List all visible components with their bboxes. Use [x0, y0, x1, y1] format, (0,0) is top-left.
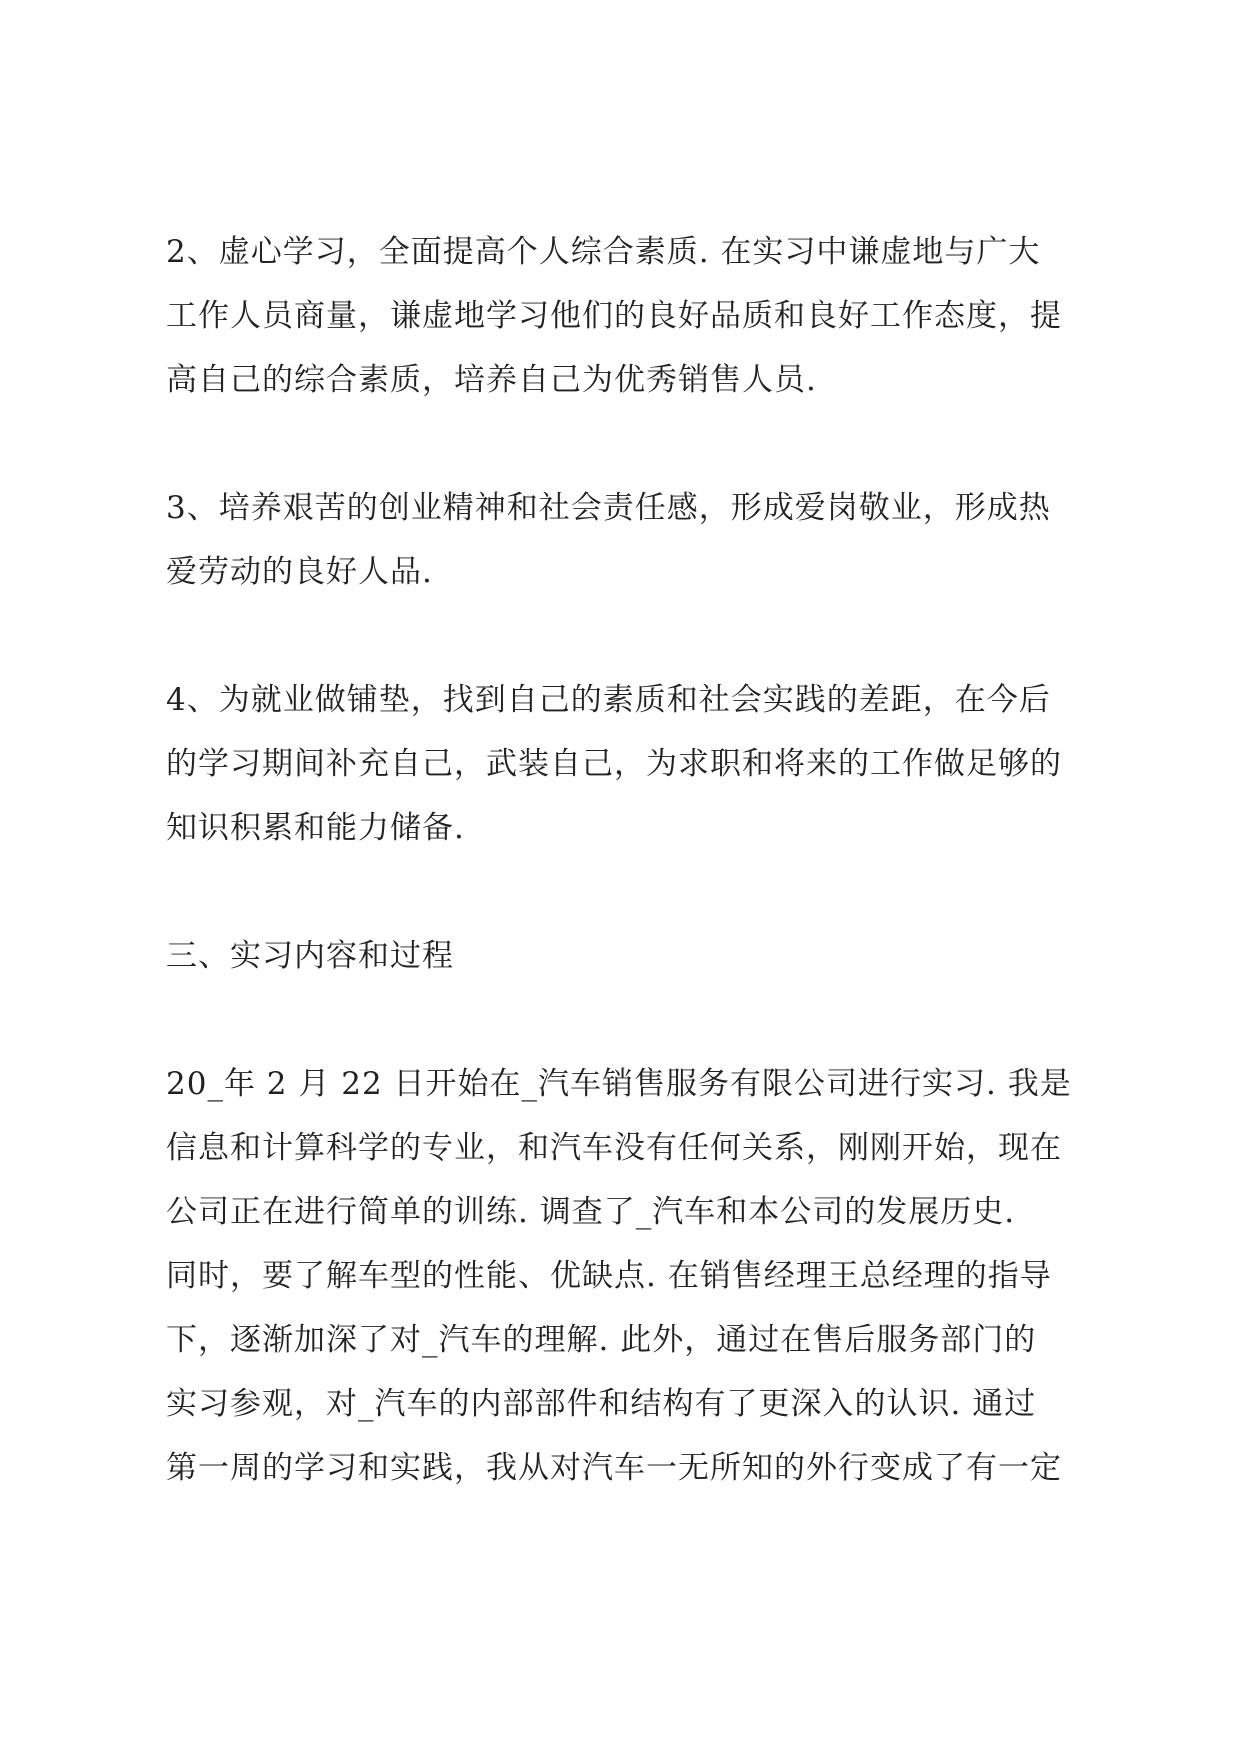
- text-line: 2、虚心学习，全面提高个人综合素质. 在实习中谦虚地与广大: [166, 234, 1041, 270]
- text-line: 高自己的综合素质，培养自己为优秀销售人员.: [166, 362, 817, 398]
- text-line: 工作人员商量，谦虚地学习他们的良好品质和良好工作态度，提: [166, 298, 1062, 334]
- document-body: [166, 220, 1086, 1564]
- paragraph-goal-3: [166, 476, 1086, 604]
- paragraph-internship-content: [166, 1052, 1086, 1500]
- text-line: 20_年 2 月 22 日开始在_汽车销售服务有限公司进行实习. 我是: [166, 1066, 1072, 1102]
- paragraph-goal-2: [166, 220, 1086, 412]
- text-line: 公司正在进行简单的训练. 调查了_汽车和本公司的发展历史.: [166, 1194, 1016, 1230]
- text-line: 的学习期间补充自己，武装自己，为求职和将来的工作做足够的: [166, 746, 1062, 782]
- text-line: 4、为就业做铺垫，找到自己的素质和社会实践的差距，在今后: [166, 682, 1051, 718]
- text-line: 信息和计算科学的专业，和汽车没有任何关系，刚刚开始，现在: [166, 1130, 1062, 1166]
- heading-text: 三、实习内容和过程: [166, 938, 454, 974]
- text-line: 爱劳动的良好人品.: [166, 554, 433, 590]
- text-line: 知识积累和能力储备.: [166, 810, 465, 846]
- paragraph-goal-4: [166, 668, 1086, 860]
- section-heading: [166, 924, 1086, 988]
- text-line: 3、培养艰苦的创业精神和社会责任感，形成爱岗敬业，形成热: [166, 490, 1051, 526]
- text-line: 第一周的学习和实践，我从对汽车一无所知的外行变成了有一定: [166, 1450, 1062, 1486]
- text-line: 同时，要了解车型的性能、优缺点. 在销售经理王总经理的指导: [166, 1258, 1052, 1294]
- text-line: 实习参观，对_汽车的内部部件和结构有了更深入的认识. 通过: [166, 1386, 1037, 1422]
- text-line: 下，逐渐加深了对_汽车的理解. 此外，通过在售后服务部门的: [166, 1322, 1037, 1358]
